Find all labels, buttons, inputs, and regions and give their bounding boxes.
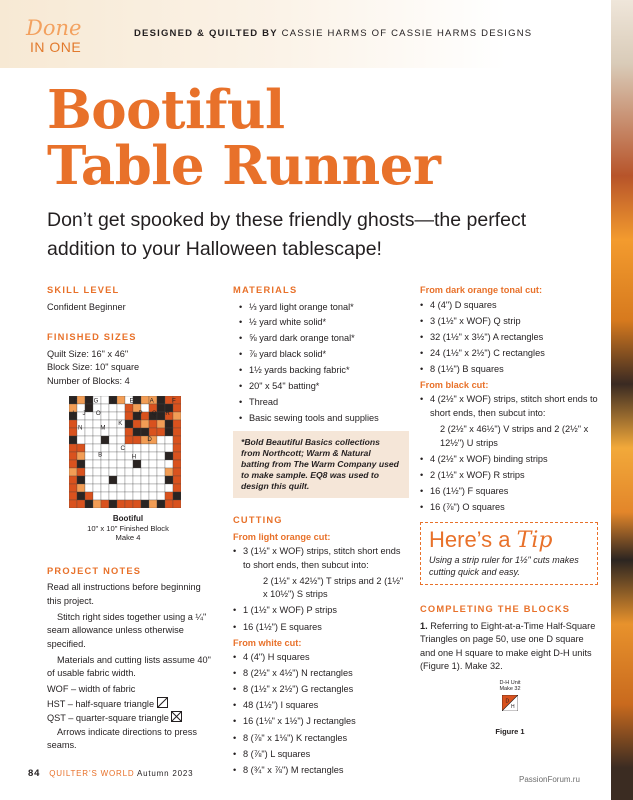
page-footer [28, 768, 193, 779]
block-cell [133, 436, 141, 444]
block-label: D [147, 435, 152, 443]
block-cell [149, 452, 157, 460]
light-orange-list-2 [233, 604, 408, 634]
block-cell [165, 452, 173, 460]
block-caption-title: Bootiful [112, 514, 144, 523]
block-cell [69, 452, 77, 460]
list-item: • 16 (1½") E squares [233, 621, 408, 635]
list-item: • ⅓ yard light orange tonal* [233, 301, 408, 315]
block-cell [77, 492, 85, 500]
column-2 [233, 284, 408, 780]
abbr-hst [47, 697, 217, 712]
block-cell [77, 468, 85, 476]
black-subcut: 2 (2½" x 46½") V strips and 2 (2½" x 12½") U strips [440, 424, 589, 448]
block-cell [125, 444, 133, 452]
block-cell [69, 484, 77, 492]
skill-level-heading: SKILL LEVEL [47, 285, 120, 295]
block-cell [77, 436, 85, 444]
title-line1: Bootiful [47, 79, 285, 141]
block-cell [141, 492, 149, 500]
block-cell [101, 436, 109, 444]
block-cell [157, 476, 165, 484]
block-cell [141, 468, 149, 476]
block-cell [69, 460, 77, 468]
block-cell [109, 420, 117, 428]
list-item: • ⅞ yard black solid* [233, 348, 408, 362]
block-cell [141, 420, 149, 428]
list-item: • Basic sewing tools and supplies [233, 412, 408, 426]
block-cell [149, 500, 157, 508]
block-cell [69, 420, 77, 428]
block-cell [125, 404, 133, 412]
block-label: I [72, 410, 75, 418]
list-item: • 8 (2½" x 4½") N rectangles [233, 667, 408, 681]
block-grid [69, 396, 181, 508]
list-item: • 4 (2½" x WOF) binding strips [420, 453, 600, 467]
materials-heading: MATERIALS [233, 285, 298, 295]
list-item: • 1½ yards backing fabric* [233, 364, 408, 378]
block-cell [101, 404, 109, 412]
light-orange-cut-heading: From light orange cut: [233, 531, 331, 542]
block-cell [77, 460, 85, 468]
block-cell [157, 420, 165, 428]
block-cell [141, 476, 149, 484]
block-cell [157, 428, 165, 436]
block-cell [117, 492, 125, 500]
step-1-number: 1. [420, 620, 428, 631]
block-cell [69, 468, 77, 476]
block-cell [85, 492, 93, 500]
block-caption-size: 10" x 10" Finished Block [87, 523, 169, 533]
block-cell [141, 484, 149, 492]
tip-title-b: Tip [516, 528, 553, 554]
block-cell [109, 476, 117, 484]
block-cell [165, 420, 173, 428]
block-cell [141, 500, 149, 508]
list-item: • ½ yard white solid* [233, 316, 408, 330]
block-label: Q [151, 410, 157, 418]
black-cut-list [420, 393, 600, 420]
block-cell [69, 476, 77, 484]
block-cell [157, 500, 165, 508]
block-cell [165, 468, 173, 476]
list-item: • 48 (1½") I squares [233, 699, 408, 713]
block-cell [149, 484, 157, 492]
block-diagram [69, 396, 181, 508]
block-cell [85, 452, 93, 460]
list-item: • Thread [233, 396, 408, 410]
list-item: • 8 (⅞" x 1⅛") K rectangles [233, 732, 408, 746]
block-cell [109, 436, 117, 444]
block-cell [117, 452, 125, 460]
block-cell [165, 436, 173, 444]
block-cell [101, 468, 109, 476]
block-cell [125, 492, 133, 500]
light-orange-subcut: 2 (1½" x 42½") T strips and 2 (1½" x 10½") S strips [263, 575, 404, 600]
block-cell [101, 476, 109, 484]
block-cell [93, 500, 101, 508]
block-cell [173, 404, 181, 412]
issue-date: Autumn 2023 [137, 769, 194, 778]
block-cell [157, 460, 165, 468]
block-cell [77, 500, 85, 508]
list-item: • 16 (1½") F squares [420, 485, 600, 499]
step-1 [420, 620, 600, 674]
block-cell [77, 396, 85, 404]
block-cell [77, 452, 85, 460]
block-cell [173, 436, 181, 444]
block-cell [149, 444, 157, 452]
block-label: N [77, 424, 83, 432]
block-cell [117, 396, 125, 404]
block-caption-make: Make 4 [115, 533, 141, 542]
block-cell [117, 500, 125, 508]
block-cell [85, 404, 93, 412]
block-cell [85, 396, 93, 404]
block-cell [173, 476, 181, 484]
block-label: O [95, 410, 101, 418]
block-cell [117, 468, 125, 476]
block-cell [173, 492, 181, 500]
list-item: • 24 (1½" x 2½") C rectangles [420, 347, 600, 361]
block-cell [165, 460, 173, 468]
block-label: P [138, 410, 143, 418]
materials-list [233, 301, 408, 426]
block-label: A [149, 397, 154, 405]
materials-note: *Bold Beautiful Basics collections from Northcott; Warm & Natural batting from The Warm Company used to make sample. EQ8 was used to design this quilt. [233, 431, 409, 498]
designer-credit [134, 28, 532, 39]
block-cell [149, 460, 157, 468]
block-size: Block Size: 10" square [47, 362, 140, 372]
list-item: • 32 (1½" x 3½") A rectangles [420, 331, 600, 345]
project-notes-heading: PROJECT NOTES [47, 565, 142, 576]
list-item: • ⅝ yard dark orange tonal* [233, 332, 408, 346]
block-cell [85, 500, 93, 508]
block-cell [101, 492, 109, 500]
block-cell [149, 468, 157, 476]
magazine-name: QUILTER’S WORLD [49, 769, 135, 778]
block-cell [69, 500, 77, 508]
figure-make-label: Make 32 [499, 686, 521, 693]
block-cell [125, 436, 133, 444]
block-cell [125, 468, 133, 476]
dh-label-h: H [511, 703, 515, 710]
block-cell [93, 484, 101, 492]
block-cell [157, 404, 165, 412]
block-caption [47, 514, 209, 543]
block-cell [133, 476, 141, 484]
block-cell [157, 452, 165, 460]
block-label: H [131, 453, 137, 461]
block-cell [165, 476, 173, 484]
list-item: • 8 (¾" x ⅞") M rectangles [233, 764, 408, 778]
block-cell [69, 444, 77, 452]
dh-label-d: D [505, 698, 510, 705]
figure-1 [420, 680, 600, 739]
block-cell [173, 420, 181, 428]
watermark: PassionForum.ru [519, 775, 580, 784]
abbr-qst [47, 711, 217, 726]
page-title [47, 79, 441, 197]
block-cell [165, 484, 173, 492]
block-cell [85, 436, 93, 444]
block-cell [117, 412, 125, 420]
block-cell [165, 492, 173, 500]
cutting-heading: CUTTING [233, 515, 283, 526]
block-cell [133, 500, 141, 508]
block-cell [69, 436, 77, 444]
block-cell [157, 444, 165, 452]
block-cell [101, 412, 109, 420]
block-cell [125, 420, 133, 428]
list-item: • 16 (1⅛" x 1½") J rectangles [233, 715, 408, 729]
block-label: J [82, 410, 86, 418]
block-cell [157, 492, 165, 500]
block-cell [117, 476, 125, 484]
block-cell [141, 452, 149, 460]
block-cell [85, 484, 93, 492]
block-cell [69, 492, 77, 500]
tip-title [429, 527, 589, 554]
list-item: • 2 (1½" x WOF) R strips [420, 469, 600, 483]
block-cell [173, 412, 181, 420]
block-cell [109, 428, 117, 436]
block-cell [173, 484, 181, 492]
block-cell [101, 500, 109, 508]
block-label: R [165, 410, 170, 418]
note-fabric-width: Materials and cutting lists assume 40" of usable fabric width. [47, 654, 211, 679]
block-cell [133, 420, 141, 428]
block-cell [85, 412, 93, 420]
pumpkin-photo-strip [611, 0, 633, 800]
block-label: M [100, 424, 106, 432]
block-cell [157, 484, 165, 492]
block-cell [109, 404, 117, 412]
logo-line1: Done [26, 16, 82, 40]
block-label: B [98, 451, 103, 459]
block-cell [133, 396, 141, 404]
block-cell [157, 436, 165, 444]
block-cell [125, 428, 133, 436]
block-cell [165, 428, 173, 436]
block-label: L [111, 397, 115, 405]
list-item: • 20" x 54" batting* [233, 380, 408, 394]
skill-level-value: Confident Beginner [47, 301, 126, 312]
block-cell [93, 476, 101, 484]
block-label: K [118, 420, 123, 428]
block-cell [173, 468, 181, 476]
figure-caption: Figure 1 [495, 726, 525, 736]
finished-sizes-heading: FINISHED SIZES [47, 332, 137, 342]
block-cell [141, 444, 149, 452]
block-label: F [73, 397, 78, 405]
block-cell [125, 476, 133, 484]
block-cell [125, 460, 133, 468]
block-cell [85, 444, 93, 452]
number-of-blocks: Number of Blocks: 4 [47, 375, 130, 386]
completing-heading: COMPLETING THE BLOCKS [420, 604, 571, 615]
block-cell [85, 428, 93, 436]
block-cell [133, 460, 141, 468]
block-cell [109, 500, 117, 508]
block-cell [85, 468, 93, 476]
abbr-wof: WOF – width of fabric [47, 684, 136, 695]
subtitle: Don’t get spooked by these friendly ghosts—the perfect addition to your Halloween tablescape! [47, 209, 527, 260]
white-cut-heading: From white cut: [233, 637, 302, 648]
quilt-size: Quilt Size: 16" x 46" [47, 348, 129, 359]
block-cell [157, 412, 165, 420]
block-cell [173, 452, 181, 460]
block-cell [133, 492, 141, 500]
block-cell [77, 484, 85, 492]
block-cell [133, 484, 141, 492]
page-number: 84 [28, 768, 41, 779]
dh-unit-diagram [502, 695, 518, 711]
block-cell [133, 428, 141, 436]
abbr-qst-text: QST – quarter-square triangle [47, 713, 169, 724]
block-cell [117, 436, 125, 444]
block-label: F [172, 397, 176, 405]
list-item: • 8 (1½" x 2½") G rectangles [233, 683, 408, 697]
block-cell [149, 420, 157, 428]
block-label: C [120, 444, 125, 452]
note-arrows: Arrows indicate directions to press seams. [47, 726, 197, 751]
done-in-one-logo [26, 18, 106, 62]
block-cell [109, 484, 117, 492]
column-3 [420, 284, 600, 738]
block-cell [141, 396, 149, 404]
step-1-text: Referring to Eight-at-a-Time Half-Square Triangles on page 50, use one D square and one H square to make eight D-H units (Figure 1). Make 32. [420, 620, 596, 672]
logo-line2: IN ONE [30, 39, 82, 55]
list-item: • 4 (4") D squares [420, 299, 600, 313]
list-item: • 8 (1½") B squares [420, 363, 600, 377]
tip-box [420, 522, 598, 585]
block-cell [157, 468, 165, 476]
block-cell [173, 428, 181, 436]
block-cell [125, 412, 133, 420]
block-cell [101, 484, 109, 492]
list-item: • 8 (⅞") L squares [233, 748, 408, 762]
block-cell [101, 396, 109, 404]
block-cell [109, 452, 117, 460]
block-cell [93, 460, 101, 468]
qst-icon [171, 711, 182, 722]
block-cell [173, 444, 181, 452]
block-cell [165, 500, 173, 508]
column-1 [47, 284, 217, 755]
block-cell [85, 460, 93, 468]
block-cell [109, 492, 117, 500]
block-cell [125, 484, 133, 492]
block-cell [157, 396, 165, 404]
tip-text: Using a strip ruler for 1½" cuts makes cutting quick and easy. [429, 555, 579, 578]
block-cell [109, 444, 117, 452]
list-item: • 4 (2½" x WOF) strips, stitch short ends to short ends, then subcut into: [420, 393, 600, 420]
black-cut-heading: From black cut: [420, 379, 489, 390]
block-cell [173, 500, 181, 508]
block-cell [117, 460, 125, 468]
block-cell [109, 468, 117, 476]
note-seam-allowance: Stitch right sides together using a ¼" seam allowance unless otherwise specified. [47, 611, 207, 649]
dark-orange-cut-heading: From dark orange tonal cut: [420, 285, 543, 295]
list-item: • 4 (4") H squares [233, 651, 408, 665]
credit-name: CASSIE HARMS OF CASSIE HARMS DESIGNS [281, 28, 533, 39]
block-cell [173, 460, 181, 468]
block-cell [165, 444, 173, 452]
black-cut-list-2 [420, 453, 600, 515]
block-cell [85, 420, 93, 428]
block-cell [133, 444, 141, 452]
block-cell [109, 412, 117, 420]
dark-orange-cut-list [420, 299, 600, 377]
block-cell [77, 476, 85, 484]
block-cell [117, 484, 125, 492]
block-cell [85, 476, 93, 484]
block-cell [93, 492, 101, 500]
block-cell [69, 428, 77, 436]
abbr-hst-text: HST – half-square triangle [47, 698, 155, 709]
block-cell [149, 476, 157, 484]
block-cell [101, 460, 109, 468]
block-cell [149, 492, 157, 500]
block-cell [117, 404, 125, 412]
list-item: • 1 (1½" x WOF) P strips [233, 604, 408, 618]
block-cell [125, 500, 133, 508]
block-cell [133, 468, 141, 476]
block-cell [93, 436, 101, 444]
list-item: • 3 (1½" x WOF) strips, stitch short ends to short ends, then subcut into: [233, 545, 408, 572]
block-cell [93, 468, 101, 476]
tip-title-a: Here’s a [429, 527, 517, 553]
list-item: • 3 (1½" x WOF) Q strip [420, 315, 600, 329]
block-label: G [93, 397, 99, 405]
list-item: • 16 (⅞") O squares [420, 501, 600, 515]
block-cell [141, 460, 149, 468]
light-orange-list [233, 545, 408, 572]
block-cell [109, 460, 117, 468]
block-label: E [129, 397, 134, 405]
title-line2: Table Runner [47, 135, 441, 197]
note-read-instructions: Read all instructions before beginning this project. [47, 582, 201, 606]
block-cell [77, 444, 85, 452]
block-cell [117, 428, 125, 436]
figure-unit-label: D-H Unit [499, 679, 521, 686]
credit-bold: DESIGNED & QUILTED BY [134, 28, 278, 39]
white-cut-list [233, 651, 408, 777]
hst-icon [157, 697, 168, 708]
